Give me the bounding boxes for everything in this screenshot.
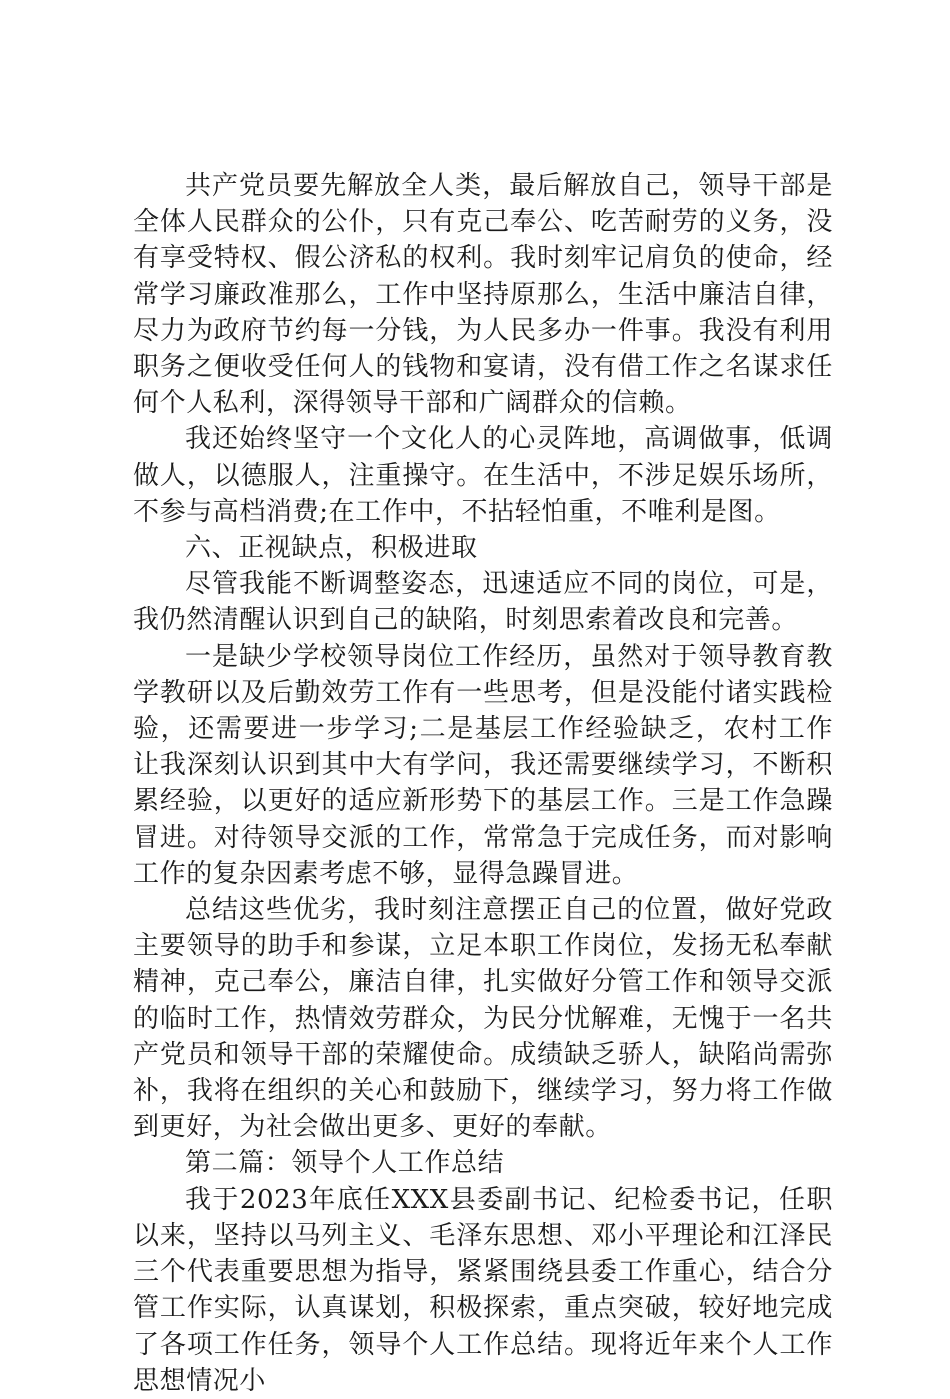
paragraph-integrity: 共产党员要先解放全人类，最后解放自己，领导干部是全体人民群众的公仆，只有克己奉公、吃苦耐劳的义务，没有享受特权、假公济私的权利。我时刻牢记肩负的使命，经常学习廉政准那么，工作中坚持原那么，生活中廉洁自律，尽力为政府节约每一分钱，为人民多办一件事。我没有利用职务之便收受任何人的钱物和宴请，没有借工作之名谋求任何个人私利，深得领导干部和广阔群众的信赖。 xyxy=(133,171,833,419)
paragraph-shortcomings-list: 一是缺少学校领导岗位工作经历，虽然对于领导教育教学教研以及后勤效劳工作有一些思考，但是没能付诸实践检验，还需要进一步学习;二是基层工作经验缺乏，农村工作让我深刻认识到其中大有学问，我还需要继续学习，不断积累经验，以更好的适应新形势下的基层工作。三是工作急躁冒进。对待领导交派的工作，常常急于完成任务，而对影响工作的复杂因素考虑不够，显得急躁冒进。 xyxy=(133,641,833,889)
paragraph-cultural-stance: 我还始终坚守一个文化人的心灵阵地，高调做事，低调做人，以德服人，注重操守。在生活中，不涉足娱乐场所，不参与高档消费;在工作中，不拈轻怕重，不唯利是图。 xyxy=(133,424,833,527)
paragraph-self-awareness: 尽管我能不断调整姿态，迅速适应不同的岗位，可是，我仍然清醒认识到自己的缺陷，时刻思索着改良和完善。 xyxy=(133,569,833,636)
paragraph-part-two-intro: 我于2023年底任XXX县委副书记、纪检委书记，任职以来，坚持以马列主义、毛泽东思想、邓小平理论和江泽民三个代表重要思想为指导，紧紧围绕县委工作重心，结合分管工作实际，认真谋划，积极探索，重点突破，较好地完成了各项工作任务，领导个人工作总结。现将近年来个人工作思想情况小 xyxy=(133,1184,833,1396)
paragraph-summary: 总结这些优劣，我时刻注意摆正自己的位置，做好党政主要领导的助手和参谋，立足本职工作岗位，发扬无私奉献精神，克己奉公，廉洁自律，扎实做好分管工作和领导交派的临时工作，热情效劳群众，为民分忧解难，无愧于一名共产党员和领导干部的荣耀使命。成绩缺乏骄人，缺陷尚需弥补，我将在组织的关心和鼓励下，继续学习，努力将工作做到更好，为社会做出更多、更好的奉献。 xyxy=(133,895,833,1143)
section-heading-part-two: 第二篇：领导个人工作总结 xyxy=(185,1148,505,1179)
section-heading-shortcomings: 六、正视缺点，积极进取 xyxy=(185,533,478,564)
document-body xyxy=(133,168,833,1399)
